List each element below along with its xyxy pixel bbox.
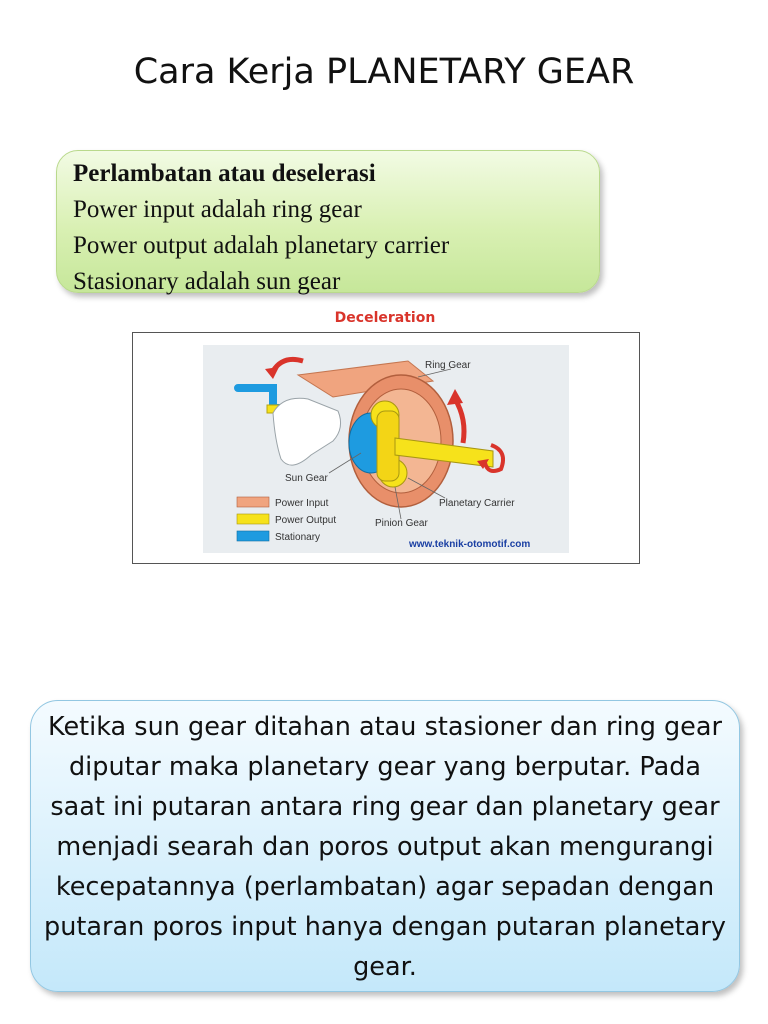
legend-label-output: Power Output <box>275 515 337 526</box>
planetary-carrier-label: Planetary Carrier <box>439 498 515 509</box>
slide-title: Cara Kerja PLANETARY GEAR <box>133 52 635 92</box>
power-output-line: Power output adalah planetary carrier <box>73 232 450 259</box>
legend-label-input: Power Input <box>275 498 329 509</box>
explanation-text: Ketika sun gear ditahan atau stasioner dan ring gear diputar maka planetary gear yang berputar. Pada saat ini putaran antara ring gear dan planetary gear menjadi searah dan poros output akan mengurangi kecepatannya (perlambatan) agar sepadan dengan putaran poros input hanya dengan putaran planetary gear. <box>44 712 726 982</box>
legend-swatch-stationary <box>237 531 269 541</box>
mode-heading: Perlambatan atau deselerasi <box>73 160 376 187</box>
ring-gear-label: Ring Gear <box>425 360 471 371</box>
mode-summary-box <box>56 150 600 293</box>
power-input-line: Power input adalah ring gear <box>73 196 362 223</box>
sun-gear-label: Sun Gear <box>285 473 328 484</box>
source-url: www.teknik-otomotif.com <box>409 539 531 550</box>
stationary-line: Stasionary adalah sun gear <box>73 268 341 295</box>
legend-swatch-output <box>237 514 269 524</box>
planetary-gear-figure <box>132 332 640 564</box>
legend-swatch-input <box>237 497 269 507</box>
pinion-gear-label: Pinion Gear <box>375 518 428 529</box>
explanation-box <box>30 700 740 992</box>
gear-diagram <box>133 333 639 563</box>
legend-label-stationary: Stationary <box>275 532 321 543</box>
figure-caption: Deceleration <box>334 310 436 326</box>
